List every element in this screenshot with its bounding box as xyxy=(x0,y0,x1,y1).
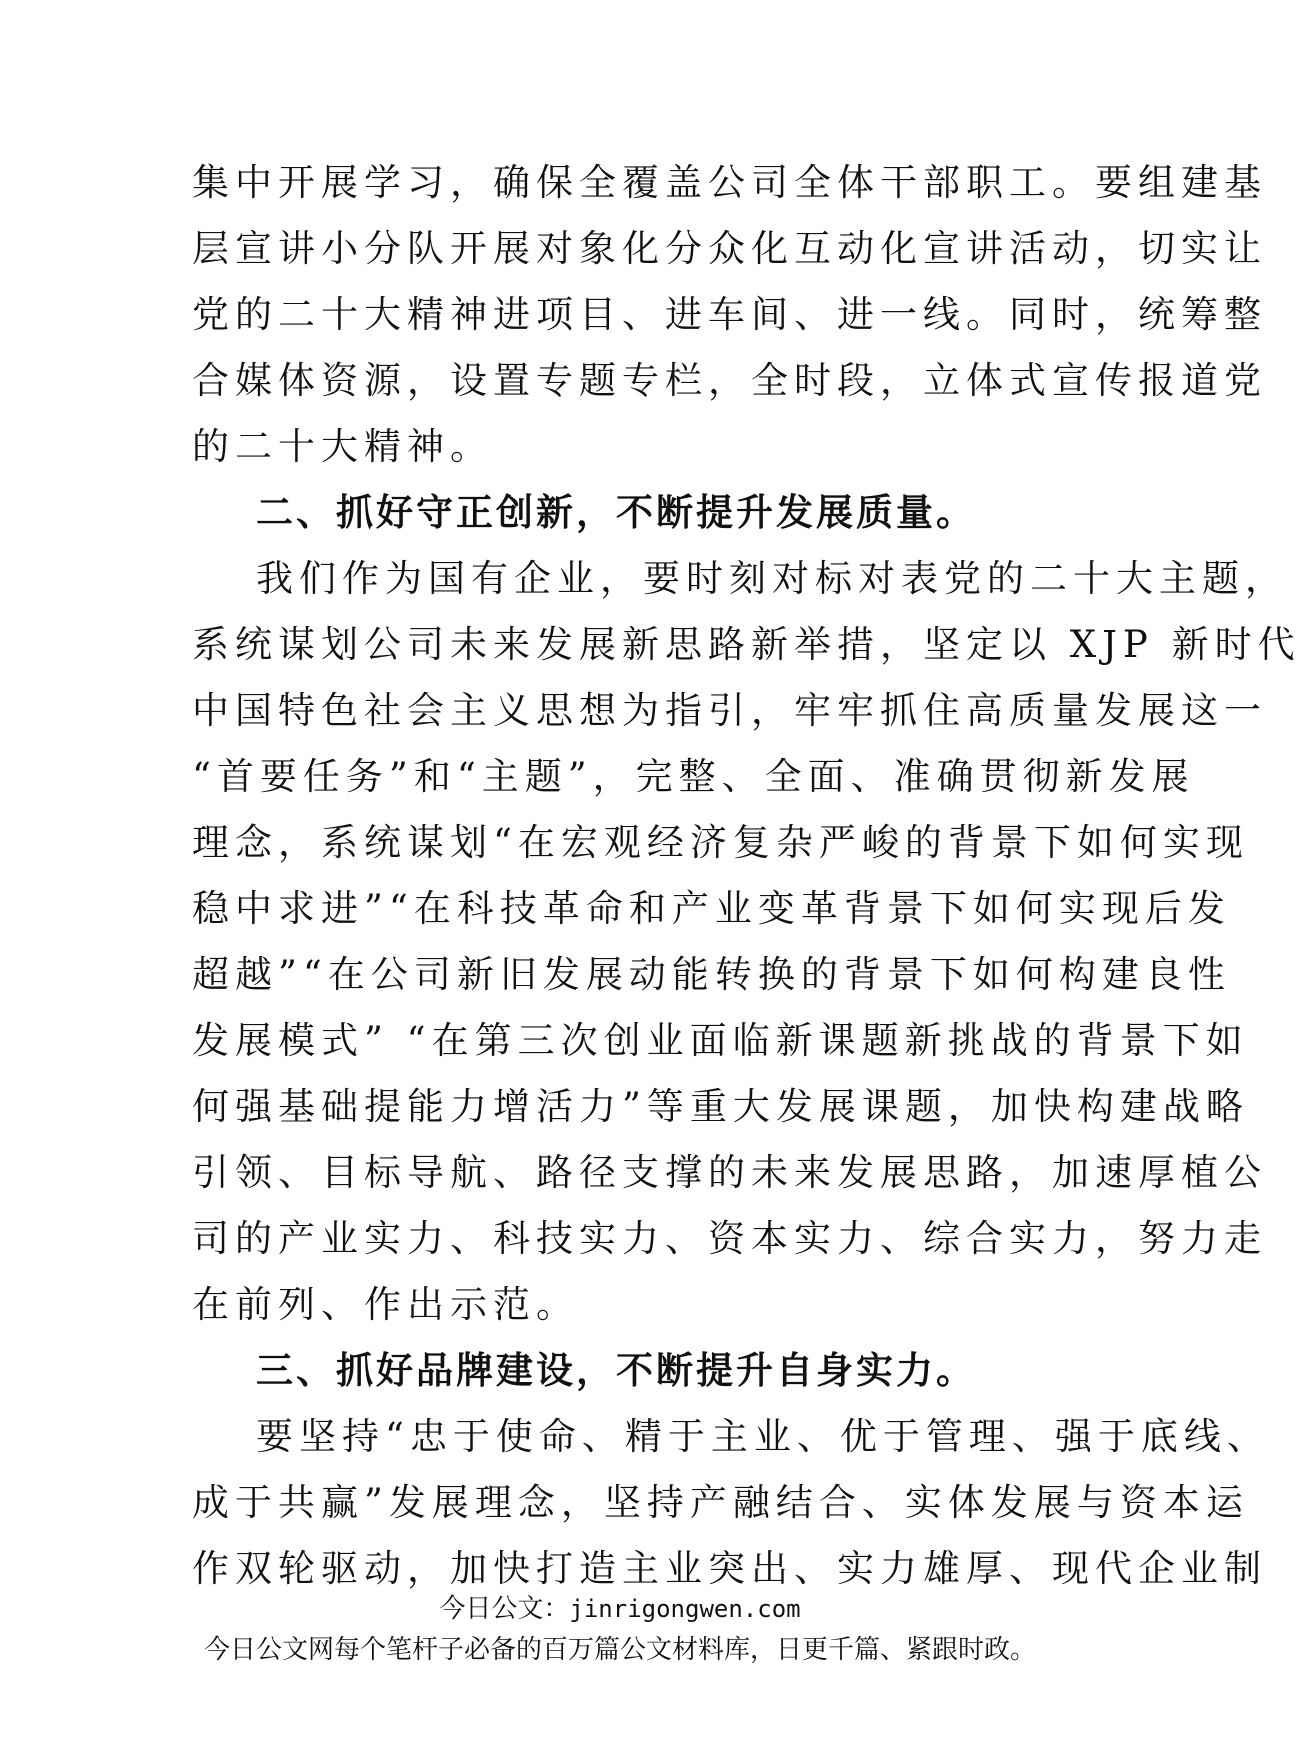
paragraph-line: 我们作为国有企业，要时刻对标对表党的二十大主题， xyxy=(256,557,1288,600)
footer-site-label: 今日公文： xyxy=(439,1594,570,1624)
section-heading: 三、抓好品牌建设，不断提升自身实力。 xyxy=(256,1349,976,1392)
paragraph-line: 何强基础提能力增活力”等重大发展课题，加快构建战略 xyxy=(192,1085,1249,1128)
footer-site-url[interactable]: jinrigongwen.com xyxy=(569,1595,801,1623)
paragraph-line: 集中开展学习，确保全覆盖公司全体干部职工。要组建基 xyxy=(192,161,1267,204)
section-heading: 二、抓好守正创新，不断提升发展质量。 xyxy=(256,491,976,534)
paragraph-line: 中国特色社会主义思想为指引，牢牢抓住高质量发展这一 xyxy=(192,689,1267,732)
paragraph-line: 超越”“在公司新旧发展动能转换的背景下如何构建良性 xyxy=(192,953,1231,996)
footer-slogan: 今日公文网每个笔杆子必备的百万篇公文材料库，日更千篇、紧跟时政。 xyxy=(203,1635,1036,1665)
paragraph-line: 的二十大精神。 xyxy=(192,425,493,468)
paragraph-line: 稳中求进”“在科技革命和产业变革背景下如何实现后发 xyxy=(192,887,1231,930)
footer-site-line xyxy=(0,1592,1240,1626)
paragraph-line: 理念，系统谋划“在宏观经济复杂严峻的背景下如何实现 xyxy=(192,821,1249,864)
document-body xyxy=(192,150,1301,1602)
paragraph-line: 引领、目标导航、路径支撑的未来发展思路，加速厚植公 xyxy=(192,1151,1267,1194)
paragraph-line: 司的产业实力、科技实力、资本实力、综合实力，努力走 xyxy=(192,1217,1267,1260)
paragraph-line: “首要任务”和“主题”，完整、全面、准确贯彻新发展 xyxy=(192,755,1195,798)
paragraph-line: 作双轮驱动，加快打造主业突出、实力雄厚、现代企业制 xyxy=(192,1547,1267,1590)
paragraph-line: 成于共赢”发展理念，坚持产融结合、实体发展与资本运 xyxy=(192,1481,1249,1524)
paragraph-line: 党的二十大精神进项目、进车间、进一线。同时，统筹整 xyxy=(192,293,1267,336)
paragraph-line: 合媒体资源，设置专题专栏，全时段，立体式宣传报道党 xyxy=(192,359,1267,402)
paragraph-line: 在前列、作出示范。 xyxy=(192,1283,579,1326)
paragraph-line: 发展模式” “在第三次创业面临新课题新挑战的背景下如 xyxy=(192,1019,1249,1062)
paragraph-line: 要坚持“忠于使命、精于主业、优于管理、强于底线、 xyxy=(256,1415,1270,1458)
paragraph-line: 层宣讲小分队开展对象化分众化互动化宣讲活动，切实让 xyxy=(192,227,1267,270)
paragraph-line: 系统谋划公司未来发展新思路新举措，坚定以 XJP 新时代 xyxy=(192,623,1301,666)
